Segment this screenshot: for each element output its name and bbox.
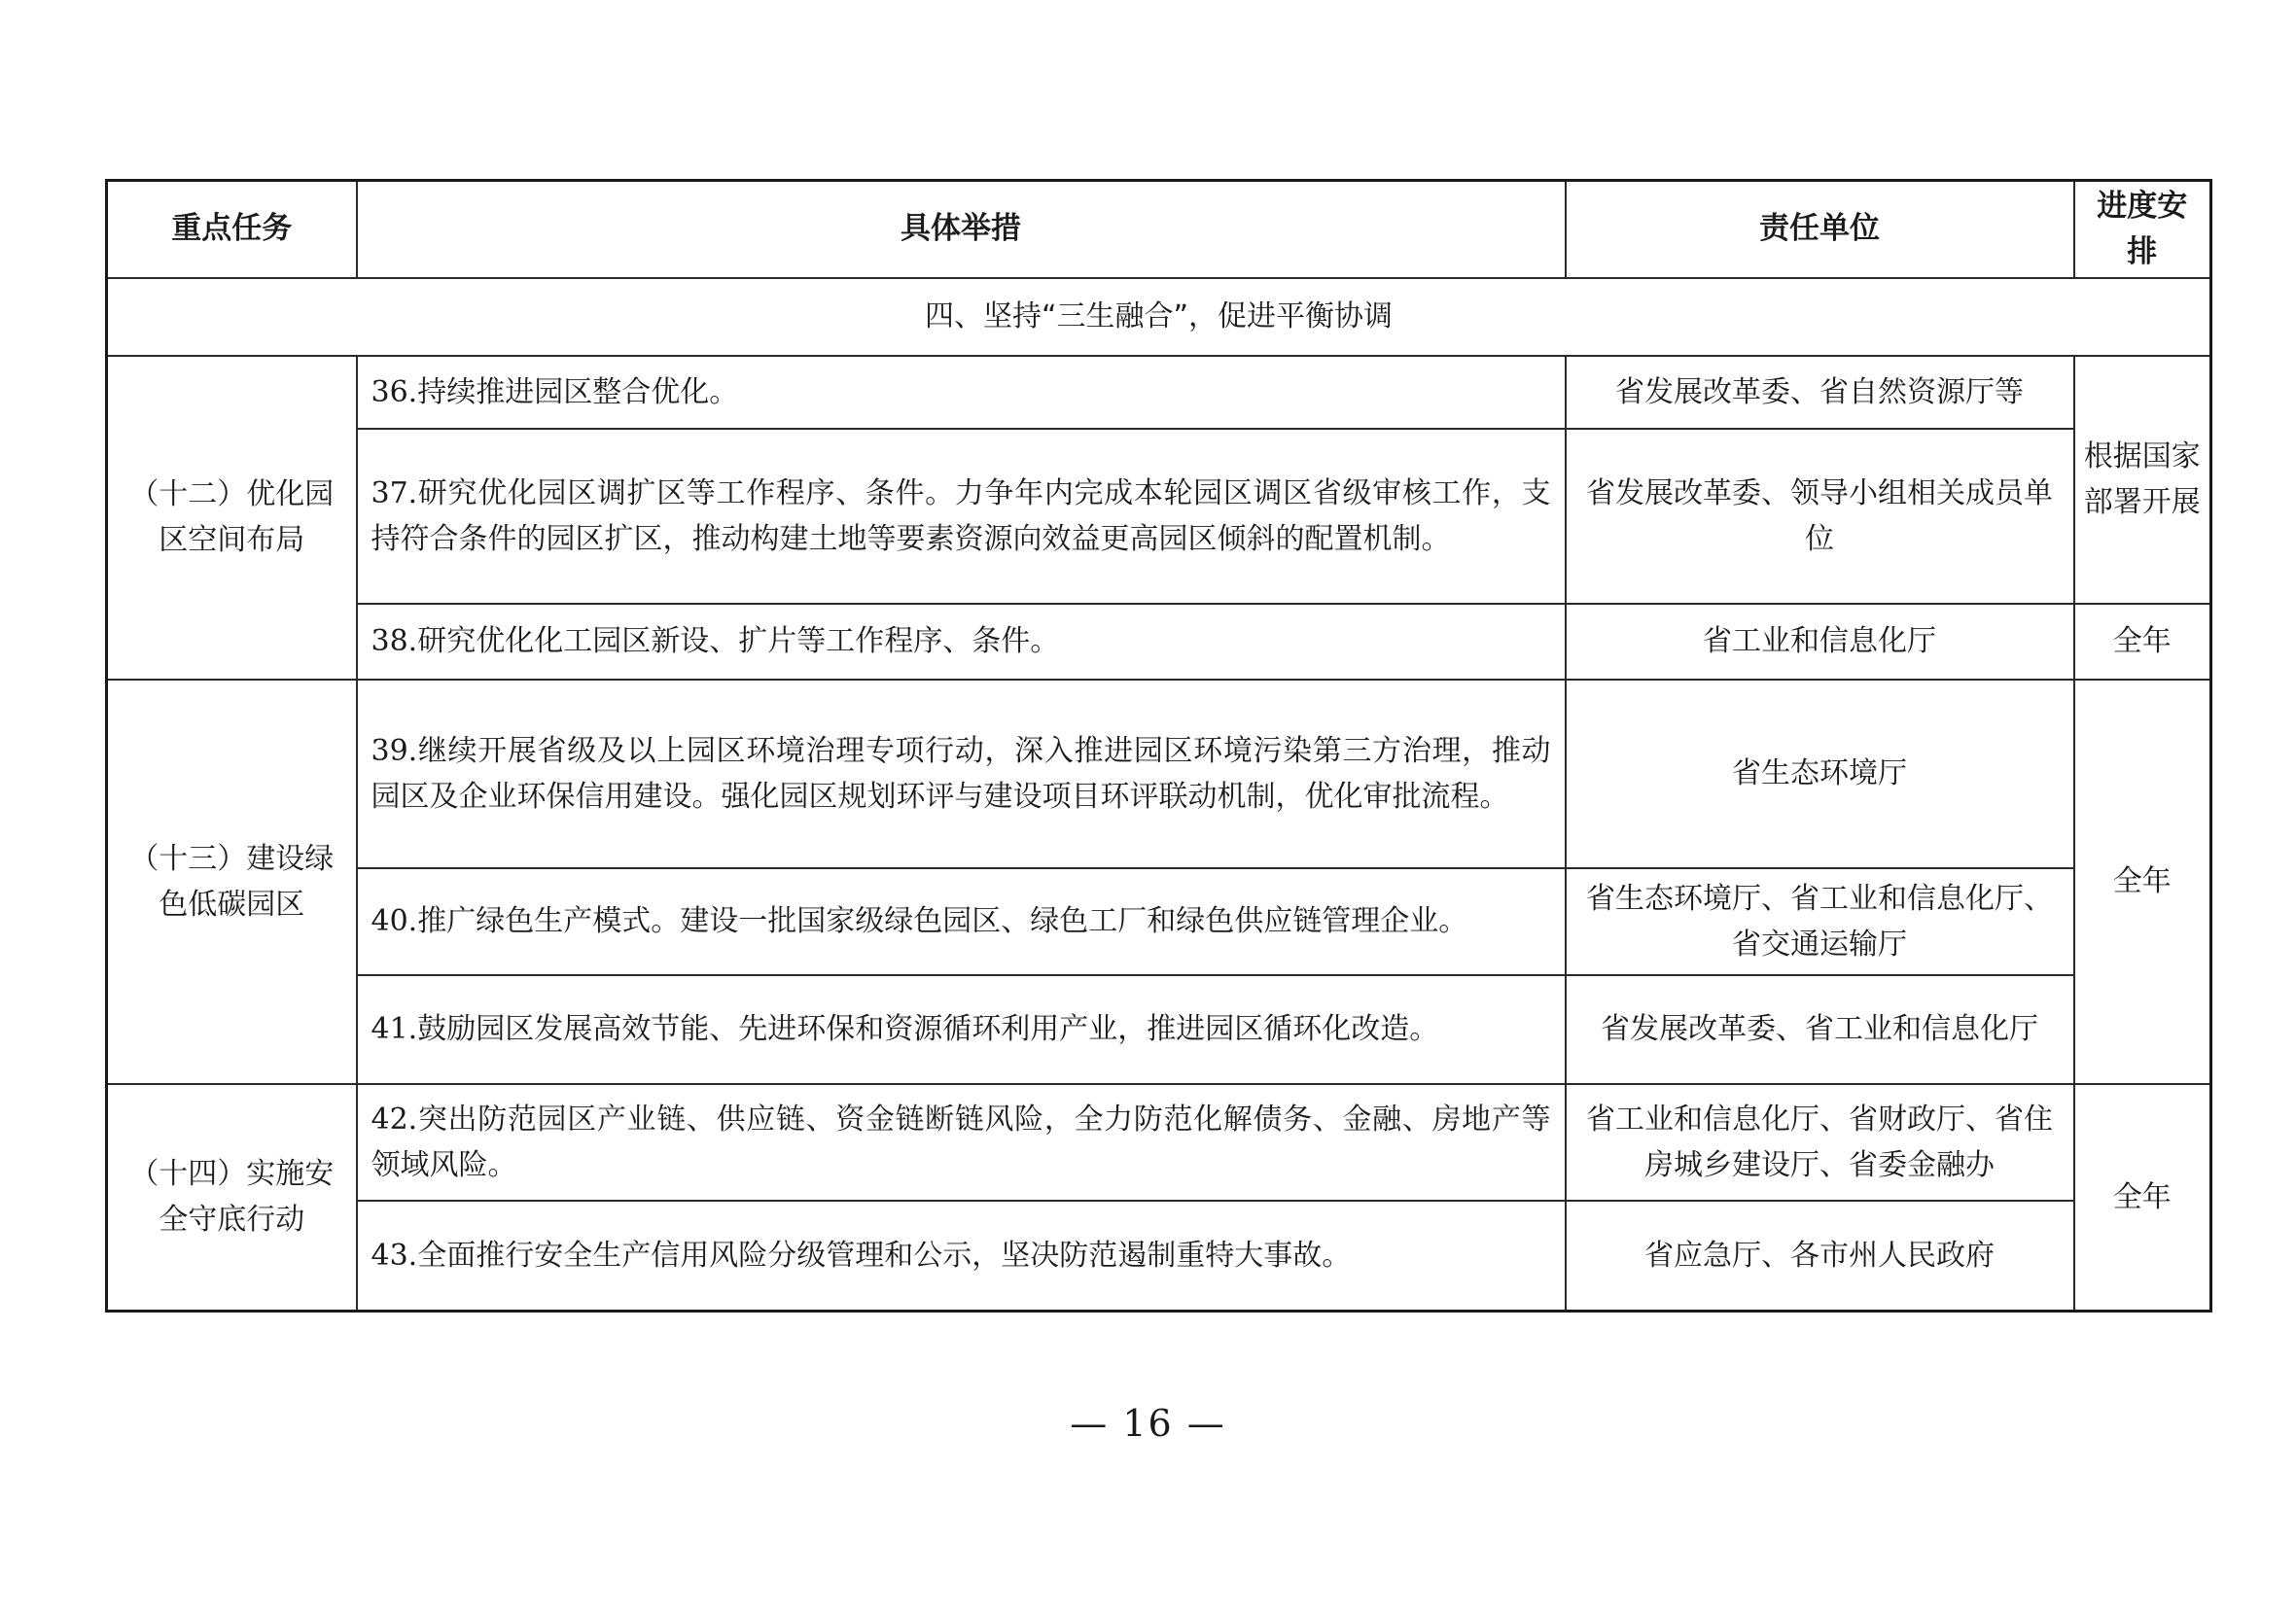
header-schedule: 进度安排 — [2074, 181, 2211, 278]
measure-cell: 40.推广绿色生产模式。建设一批国家级绿色园区、绿色工厂和绿色供应链管理企业。 — [357, 868, 1566, 975]
measure-cell: 36.持续推进园区整合优化。 — [357, 356, 1566, 429]
page-number: — 16 — — [1070, 1402, 1226, 1445]
schedule-cell: 根据国家部署开展 — [2074, 356, 2211, 604]
table-row — [107, 1201, 2211, 1312]
unit-cell: 省发展改革委、领导小组相关成员单位 — [1566, 429, 2074, 604]
table-row — [107, 868, 2211, 975]
unit-cell: 省发展改革委、省工业和信息化厅 — [1566, 975, 2074, 1084]
measure-cell: 42.突出防范园区产业链、供应链、资金链断链风险，全力防范化解债务、金融、房地产等领域风险。 — [357, 1084, 1566, 1201]
table-row — [107, 429, 2211, 604]
header-unit: 责任单位 — [1566, 181, 2074, 278]
table-row — [107, 975, 2211, 1084]
table-row — [107, 604, 2211, 680]
measure-cell: 41.鼓励园区发展高效节能、先进环保和资源循环利用产业，推进园区循环化改造。 — [357, 975, 1566, 1084]
table-row — [107, 1084, 2211, 1201]
section-row — [107, 278, 2211, 356]
header-row — [107, 181, 2211, 278]
unit-cell: 省生态环境厅 — [1566, 680, 2074, 868]
unit-cell: 省应急厅、各市州人民政府 — [1566, 1201, 2074, 1312]
unit-cell: 省生态环境厅、省工业和信息化厅、省交通运输厅 — [1566, 868, 2074, 975]
table-row — [107, 680, 2211, 868]
schedule-cell: 全年 — [2074, 1084, 2211, 1312]
task-cell: （十四）实施安全守底行动 — [107, 1084, 357, 1312]
schedule-cell: 全年 — [2074, 604, 2211, 680]
measure-cell: 43.全面推行安全生产信用风险分级管理和公示，坚决防范遏制重特大事故。 — [357, 1201, 1566, 1312]
unit-cell: 省发展改革委、省自然资源厅等 — [1566, 356, 2074, 429]
measure-cell: 38.研究优化化工园区新设、扩片等工作程序、条件。 — [357, 604, 1566, 680]
unit-cell: 省工业和信息化厅 — [1566, 604, 2074, 680]
task-table — [105, 179, 2212, 1313]
header-task: 重点任务 — [107, 181, 357, 278]
unit-cell: 省工业和信息化厅、省财政厅、省住房城乡建设厅、省委金融办 — [1566, 1084, 2074, 1201]
task-cell: （十二）优化园区空间布局 — [107, 356, 357, 680]
measure-cell: 37.研究优化园区调扩区等工作程序、条件。力争年内完成本轮园区调区省级审核工作，支持符合条件的园区扩区，推动构建土地等要素资源向效益更高园区倾斜的配置机制。 — [357, 429, 1566, 604]
measure-cell: 39.继续开展省级及以上园区环境治理专项行动，深入推进园区环境污染第三方治理，推动园区及企业环保信用建设。强化园区规划环评与建设项目环评联动机制，优化审批流程。 — [357, 680, 1566, 868]
task-cell: （十三）建设绿色低碳园区 — [107, 680, 357, 1084]
header-measure: 具体举措 — [357, 181, 1566, 278]
schedule-cell: 全年 — [2074, 680, 2211, 1084]
section-title: 四、坚持“三生融合”，促进平衡协调 — [107, 278, 2211, 356]
table-row — [107, 356, 2211, 429]
